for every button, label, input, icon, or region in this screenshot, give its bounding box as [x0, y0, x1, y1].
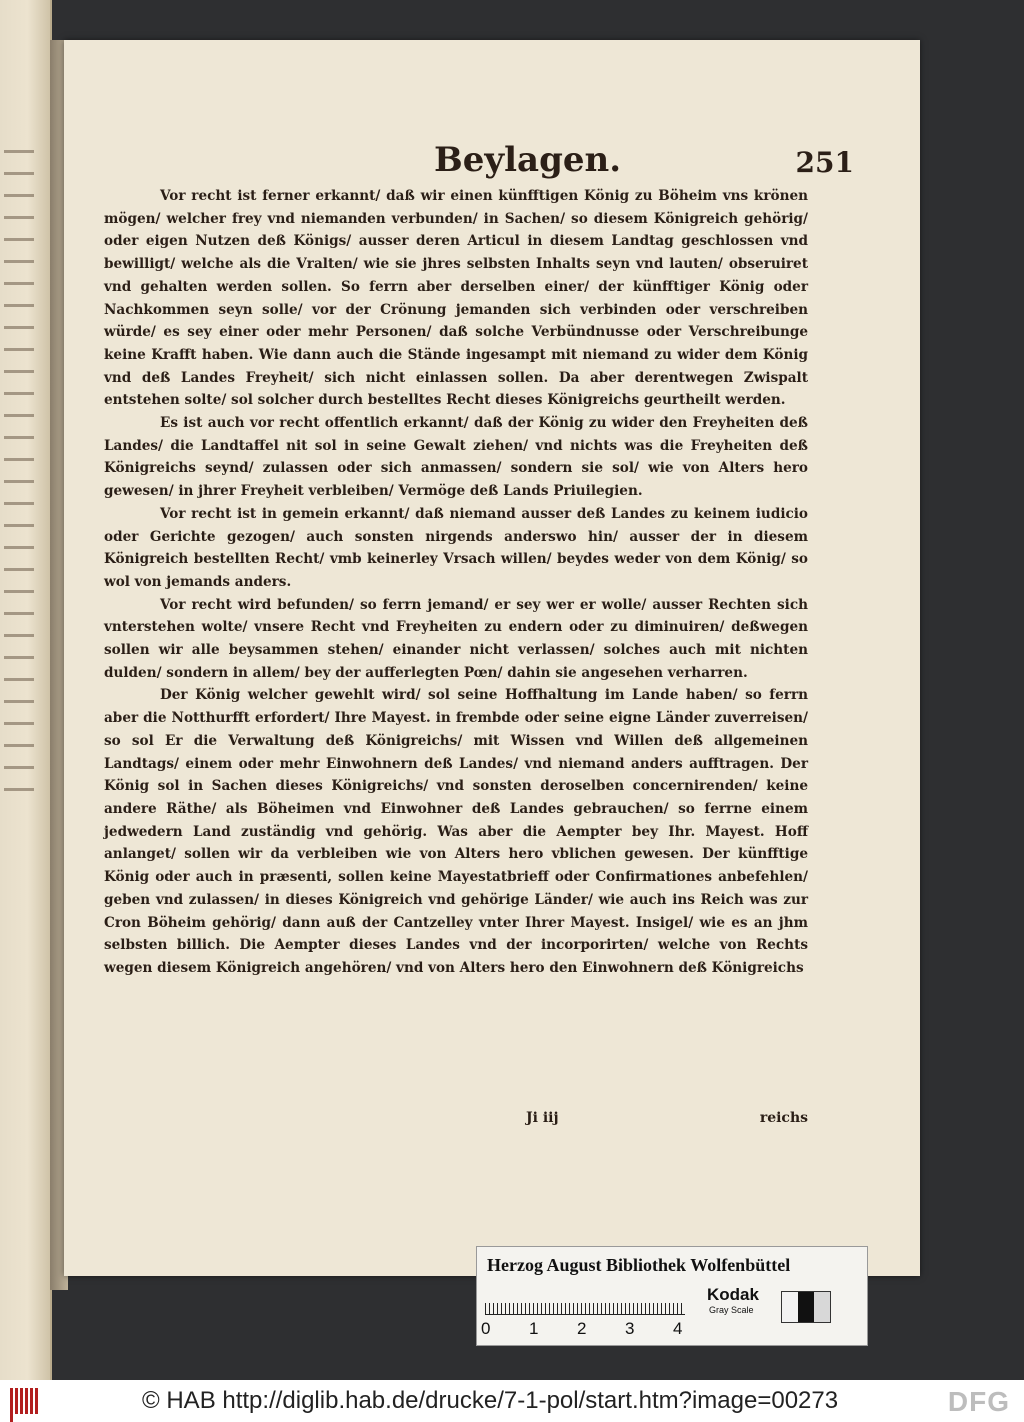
ruler-number: 1: [529, 1319, 539, 1338]
gray-patch: [814, 1292, 830, 1322]
paragraph: Vor recht ist ferner erkannt/ daß wir einen künfftigen König zu Böheim vns krönen mögen/ welcher frey vnd niemanden verbunden/ in Sachen/ so diesem Königreich gehörig/ oder eigen Nutzen deß Königs/ ausser deren Articul in diesem Landtag geschlossen vnd bewilligt/ welche als die Vralten/ wie sie jhres selbsten Inhalts seyn vnd lauten/ obseruiret vnd gehalten werden sollen. So ferrn aber derselben einer/ der künfftiger König oder Nachkommen seyn solle/ vor der Crönung jemanden sich verbinden oder verschreiben würde/ es sey einer oder mehr Personen/ daß solche Verbündnusse oder Verschreibunge keine Krafft haben. Wie dann auch die Stände ingesampt mit niemand zu wider dem König vnd deß Landes Freyheit/ sich nicht einlassen sollen. Da aber derentwegen Zwispalt entstehen solte/ sol solcher durch bestelltes Recht dieses Königreichs geurtheilt werden.: [104, 188, 808, 409]
signature-mark: Ji iij: [526, 1110, 559, 1126]
paragraph: Der König welcher gewehlt wird/ sol seine Hoffhaltung im Lande haben/ so ferrn aber die Notthurfft erfordert/ Ihre Mayest. in frembde oder seine eigne Länder zuverreisen/ so sol Er die Verwaltung deß Königreichs/ mit Wissen vnd Willen deß allgemeinen Landtags/ einem oder mehr Einwohnern deß Landes/ vnd niemand anders aufftragen. Der König sol in Sachen dieses Königreichs/ vnd sonsten deroselben concernirenden/ keine andere Räthe/ als Böheimen vnd Einwohner deß Landes gebrauchen/ so ferrne einem jedwedern Land zuständig vnd gehörig. Was aber die Aempter bey Ihr. Mayest. Hoff anlanget/ sollen wir da verbleiben wie von Alters hero vblichen gewesen. Der künfftige König oder auch in præsenti, sollen keine Mayestatbrieff oder Confirmationes anbefehlen/ geben vnd zulassen/ in dieses Königreich vnd gehörige Länder/ wie auch ins Reich was zur Cron Böheim gehörig/ dann auß der Cantzelley vnter Ihrer Mayest. Insigel/ wie es an jhm selbsten billich. Die Aempter dieses Landes vnd der incorporirten/ welche von Rechts wegen diesem Königreich angehören/ vnd von Alters hero den Einwohnern deß Königreichs: [104, 687, 808, 976]
library-name: Herzog August Bibliothek Wolfenbüttel: [487, 1255, 791, 1275]
gray-patch: [782, 1292, 798, 1322]
page-number: 251: [795, 146, 854, 179]
ruler-number: 4: [673, 1319, 683, 1338]
kodak-subtitle: Gray Scale: [709, 1305, 754, 1315]
gray-scale-patches: [781, 1291, 831, 1323]
paragraph: Es ist auch vor recht offentlich erkannt/ daß der König zu wider den Freyheiten deß Landes/ die Landtaffel nit sol in seine Gewalt ziehen/ vnd nichts was die Freyheiten deß Königreichs seynd/ zulassen oder sich anmassen/ sondern sie sol/ wie von Alters hero gewesen/ in jhrer Freyheit verbleiben/ Vermöge deß Lands Priuilegien.: [104, 415, 808, 500]
ruler-number: 0: [481, 1319, 491, 1338]
body-text: [104, 185, 808, 980]
book-page: [64, 40, 920, 1276]
catchword: reichs: [759, 1110, 808, 1126]
library-color-card: [476, 1246, 868, 1346]
ruler-number: 2: [577, 1319, 587, 1338]
ruler-number: 3: [625, 1319, 635, 1338]
page-footer: [104, 1110, 808, 1134]
page-header: [364, 140, 854, 188]
dfg-logo: DFG: [947, 1386, 1010, 1417]
hab-logo-icon: [10, 1388, 44, 1414]
footer-bar: [0, 1380, 1024, 1422]
paragraph: Vor recht wird befunden/ so ferrn jemand/ er sey wer er wolle/ ausser Rechten sich vnterstehen wolte/ vnsere Recht vnd Freyheiten zu endern oder zu diminuiren/ deßwegen sollen wir alle beysammen stehen/ einander nicht verlassen/ solches auch mit nichten dulden/ sondern in allem/ bey der aufferlegten Pœn/ dahin sie angesehen verharren.: [104, 596, 808, 681]
running-head: Beylagen.: [434, 140, 622, 180]
previous-page-edge: [0, 0, 52, 1380]
kodak-brand: Kodak: [707, 1285, 759, 1304]
copyright-link[interactable]: © HAB http://diglib.hab.de/drucke/7-1-pol/start.htm?image=00273: [142, 1387, 839, 1414]
gray-patch: [798, 1292, 814, 1322]
previous-page-text-fragments: [4, 150, 34, 810]
paragraph: Vor recht ist in gemein erkannt/ daß niemand ausser deß Landes zu keinem iudicio oder Gerichte gezogen/ auch sonsten nirgends anderswo hin/ ausser der in diesem Königreich bestellten Recht/ vmb keinerley Vrsach willen/ beydes weder von dem König/ so wol von jemands anders.: [104, 505, 808, 590]
ruler-scale: [485, 1287, 685, 1315]
